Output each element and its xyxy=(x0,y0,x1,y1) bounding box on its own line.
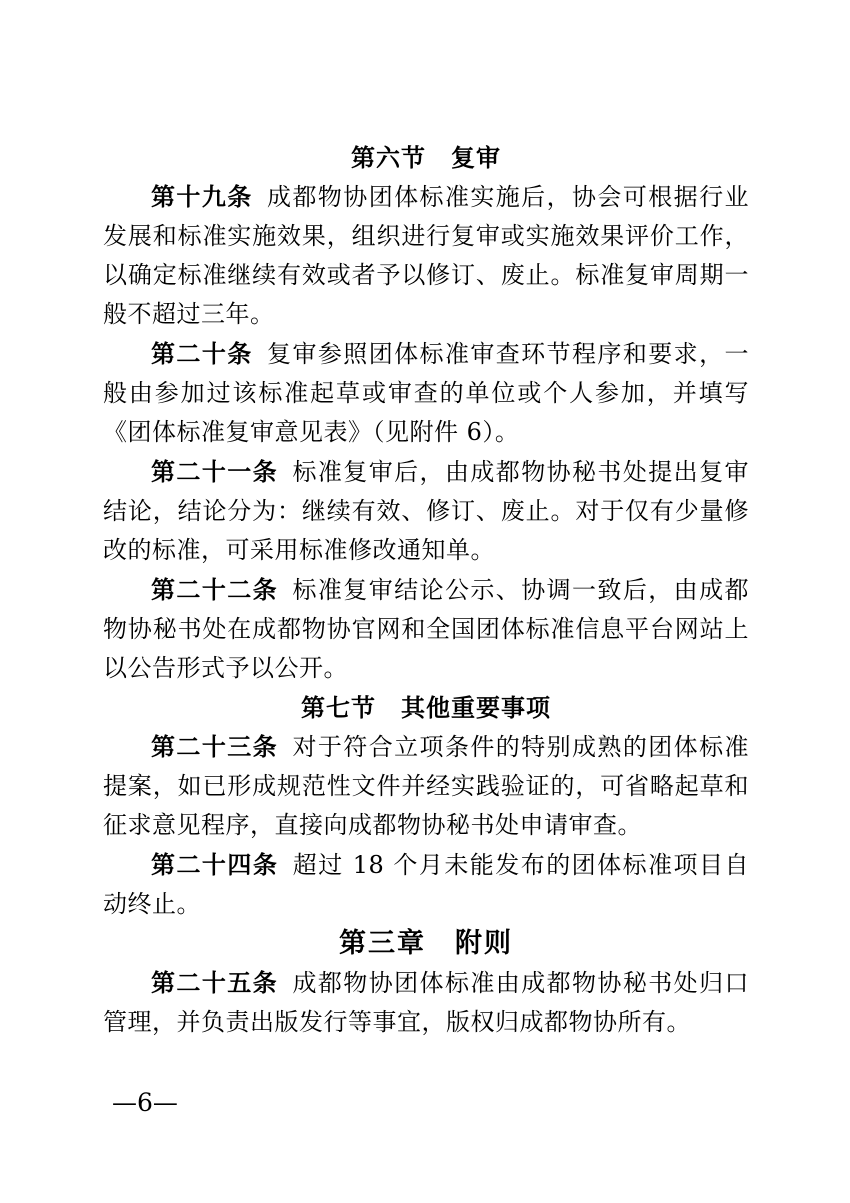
article-20-number: 第二十条 xyxy=(151,339,253,368)
page-number: —6— xyxy=(112,1088,178,1117)
article-25-body: 成都物协团体标准由成都物协秘书处归口管理，并负责出版发行等事宜，版权归成都物协所有。 xyxy=(103,969,750,1036)
chapter-3-heading: 第三章 附则 xyxy=(339,928,513,958)
article-21 xyxy=(103,452,749,570)
article-24-body: 超过 18 个月未能发布的团体标准项目自动终止。 xyxy=(103,851,749,918)
section-7-heading: 第七节 其他重要事项 xyxy=(301,693,551,722)
article-24-number: 第二十四条 xyxy=(151,850,279,879)
article-21-number: 第二十一条 xyxy=(151,457,279,486)
article-25-number: 第二十五条 xyxy=(151,968,279,997)
article-20-body: 复审参照团体标准审查环节程序和要求，一般由参加过该标准起草或审查的单位或个人参加，并填写《团体标准复审意见表》（见附件 6）。 xyxy=(103,340,749,446)
article-19-number: 第十九条 xyxy=(151,182,253,211)
article-20 xyxy=(103,334,749,452)
article-22 xyxy=(103,570,749,688)
article-25 xyxy=(103,963,749,1042)
document-content xyxy=(103,138,749,1042)
article-23-number: 第二十三条 xyxy=(151,732,279,761)
article-19 xyxy=(103,177,749,334)
article-24 xyxy=(103,845,749,924)
article-22-body: 标准复审结论公示、协调一致后，由成都物协秘书处在成都物协官网和全国团体标准信息平台网站上以公告形式予以公开。 xyxy=(103,576,750,682)
section-6-heading: 第六节 复审 xyxy=(351,143,501,172)
article-23-body: 对于符合立项条件的特别成熟的团体标准提案，如已形成规范性文件并经实践验证的，可省略起草和征求意见程序，直接向成都物协秘书处申请审查。 xyxy=(103,733,750,839)
article-21-body: 标准复审后，由成都物协秘书处提出复审结论，结论分为：继续有效、修订、废止。对于仅有少量修改的标准，可采用标准修改通知单。 xyxy=(103,458,750,564)
article-23 xyxy=(103,727,749,845)
article-19-body: 成都物协团体标准实施后，协会可根据行业发展和标准实施效果，组织进行复审或实施效果评价工作，以确定标准继续有效或者予以修订、废止。标准复审周期一般不超过三年。 xyxy=(103,183,749,328)
article-22-number: 第二十二条 xyxy=(151,575,279,604)
